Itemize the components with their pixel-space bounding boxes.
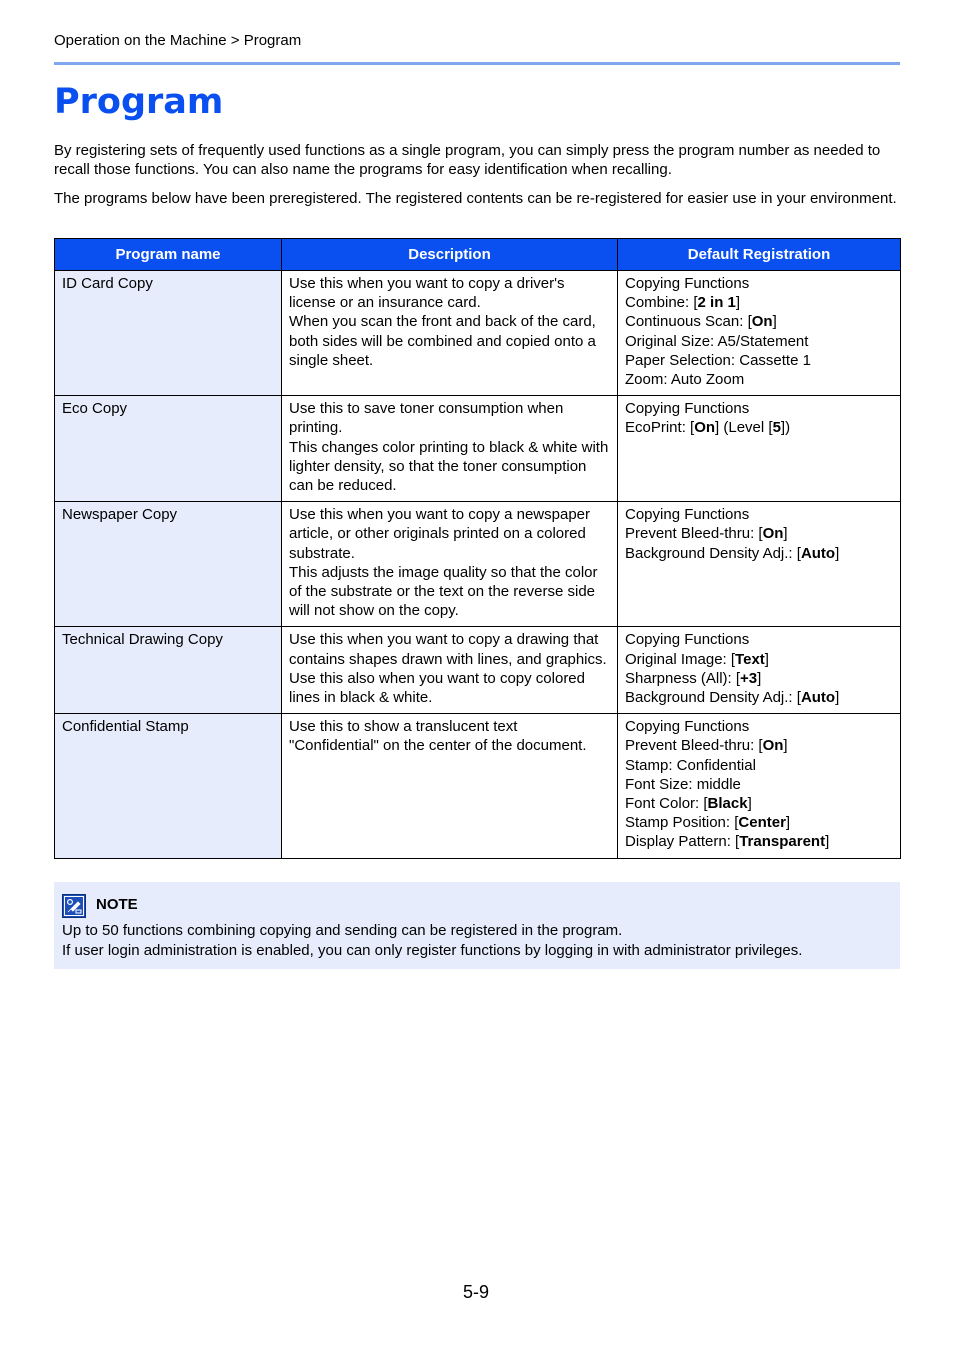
description-cell: [282, 271, 618, 396]
description-cell: [282, 627, 618, 714]
preregistered-paragraph: The programs below have been preregistered. The registered contents can be re-registered for easier use in your environment.: [54, 190, 897, 207]
description-cell: [282, 714, 618, 858]
registration-line: [625, 832, 893, 851]
registration-text: Font Size: middle: [625, 775, 741, 793]
note-box: [54, 882, 900, 969]
registration-text: ]: [757, 669, 762, 687]
note-line: If user login administration is enabled, you can only register functions by logging in with administrator privileges.: [62, 941, 803, 959]
description-line: Use this when you want to copy a driver's license or an insurance card.: [289, 275, 565, 312]
registration-value: 5: [772, 419, 781, 437]
registration-line: [625, 274, 893, 293]
default-registration-cell: [618, 271, 901, 396]
registration-value: Text: [735, 650, 765, 668]
registration-line: [625, 688, 893, 707]
note-icon: [62, 894, 86, 918]
program-name-cell: Newspaper Copy: [55, 502, 282, 627]
registration-line: [625, 717, 893, 736]
registration-text: ]: [772, 313, 777, 331]
registration-text: Continuous Scan: [: [625, 313, 752, 331]
description-line: This adjusts the image quality so that the color of the substrate or the text on the reverse side will not show on the copy.: [289, 563, 598, 620]
program-name-cell: Confidential Stamp: [55, 714, 282, 858]
registration-text: Font Color: [: [625, 795, 708, 813]
program-name-cell: ID Card Copy: [55, 271, 282, 396]
registration-text: Copying Functions: [625, 631, 750, 649]
description-line: When you scan the front and back of the card, both sides will be combined and copied onto a single sheet.: [289, 313, 596, 369]
registration-text: ]: [783, 525, 788, 543]
registration-line: [625, 370, 893, 389]
registration-text: ]: [835, 544, 840, 562]
table-header-row: [55, 239, 901, 271]
registration-value: Center: [738, 814, 786, 832]
registration-line: [625, 332, 893, 351]
registration-line: [625, 399, 893, 418]
program-name-cell: Technical Drawing Copy: [55, 627, 282, 714]
description-line: Use this when you want to copy a newspaper article, or other originals printed on a colored substrate.: [289, 506, 591, 562]
registration-value: Auto: [800, 544, 836, 562]
registration-line: [625, 630, 893, 649]
registration-line: [625, 505, 893, 524]
registration-text: ]: [783, 737, 788, 755]
description-line: Use this to show a translucent text "Confidential" on the center of the document.: [289, 718, 587, 755]
registration-value: On: [694, 419, 716, 437]
registration-text: Prevent Bleed-thru: [: [625, 525, 763, 543]
registration-line: [625, 650, 893, 669]
registration-text: Stamp Position: [: [625, 814, 739, 832]
page-title: Program: [54, 82, 224, 122]
registration-line: [625, 813, 893, 832]
registration-line: [625, 756, 893, 775]
registration-text: Copying Functions: [625, 718, 750, 736]
column-header-description: Description: [282, 239, 618, 271]
registration-text: Original Size: A5/Statement: [625, 332, 809, 350]
table-row: [55, 396, 901, 502]
registration-line: [625, 775, 893, 794]
registration-line: [625, 794, 893, 813]
registration-text: ]: [735, 294, 741, 312]
description-line: This changes color printing to black & white with lighter density, so that the toner consumption can be reduced.: [289, 438, 609, 495]
note-text: [62, 921, 802, 960]
registration-line: [625, 418, 893, 437]
registration-value: Black: [707, 795, 748, 813]
header-rule: [54, 62, 900, 65]
default-registration-cell: [618, 627, 901, 714]
default-registration-cell: [618, 714, 901, 858]
registration-text: Zoom: Auto Zoom: [625, 371, 745, 389]
page-number: 5-9: [463, 1282, 490, 1302]
registration-text: ]): [780, 419, 791, 437]
registration-text: ] (Level [: [715, 419, 773, 437]
registration-text: ]: [785, 814, 791, 832]
registration-text: ]: [835, 689, 840, 707]
default-registration-cell: [618, 396, 901, 502]
registration-value: Transparent: [739, 833, 826, 851]
registration-text: Copying Functions: [625, 506, 750, 524]
registration-text: Background Density Adj.: [: [625, 544, 801, 562]
table-row: [55, 271, 901, 396]
registration-line: [625, 736, 893, 755]
registration-value: On: [751, 313, 773, 331]
registration-line: [625, 524, 893, 543]
program-name-cell: Eco Copy: [55, 396, 282, 502]
registration-line: [625, 312, 893, 331]
note-line: Up to 50 functions combining copying and sending can be registered in the program.: [62, 922, 623, 939]
registration-text: Background Density Adj.: [: [625, 689, 801, 707]
registration-line: [625, 351, 893, 370]
description-line: Use this to save toner consumption when printing.: [289, 400, 564, 437]
description-cell: [282, 396, 618, 502]
registration-text: Sharpness (All): [: [625, 669, 741, 687]
registration-text: ]: [825, 833, 830, 851]
registration-value: On: [762, 737, 784, 755]
table-row: [55, 502, 901, 627]
default-registration-cell: [618, 502, 901, 627]
registration-text: Stamp: Confidential: [625, 756, 756, 774]
program-table: [54, 238, 901, 859]
table-row: [55, 627, 901, 714]
registration-value: Auto: [800, 689, 836, 707]
registration-text: Display Pattern: [: [625, 833, 740, 851]
column-header-program-name: Program name: [55, 239, 282, 271]
registration-value: +3: [740, 669, 758, 687]
program-table-body: [55, 271, 901, 859]
registration-text: ]: [764, 650, 769, 668]
registration-text: Paper Selection: Cassette 1: [625, 351, 811, 369]
registration-text: Prevent Bleed-thru: [: [625, 737, 763, 755]
registration-text: Original Image: [: [625, 650, 736, 668]
registration-value: On: [762, 525, 784, 543]
breadcrumb: Operation on the Machine > Program: [54, 32, 302, 49]
registration-text: Copying Functions: [625, 400, 750, 418]
registration-text: EcoPrint: [: [625, 419, 695, 437]
registration-line: [625, 293, 893, 312]
column-header-default-registration: Default Registration: [618, 239, 901, 271]
description-line: Use this when you want to copy a drawing that contains shapes drawn with lines, and graphics. Use this also when you want to copy colored lines in black & white.: [289, 631, 607, 707]
registration-text: ]: [747, 795, 752, 813]
registration-text: Copying Functions: [625, 275, 750, 292]
registration-line: [625, 669, 893, 688]
registration-text: Combine: [: [625, 294, 698, 312]
registration-line: [625, 544, 893, 563]
note-title: NOTE: [96, 896, 138, 913]
table-row: [55, 714, 901, 858]
registration-value: 2 in 1: [697, 294, 736, 312]
description-cell: [282, 502, 618, 627]
intro-paragraph: By registering sets of frequently used functions as a single program, you can simply press the program number as needed to recall those functions. You can also name the programs for easy identification when recalling.: [54, 142, 881, 178]
